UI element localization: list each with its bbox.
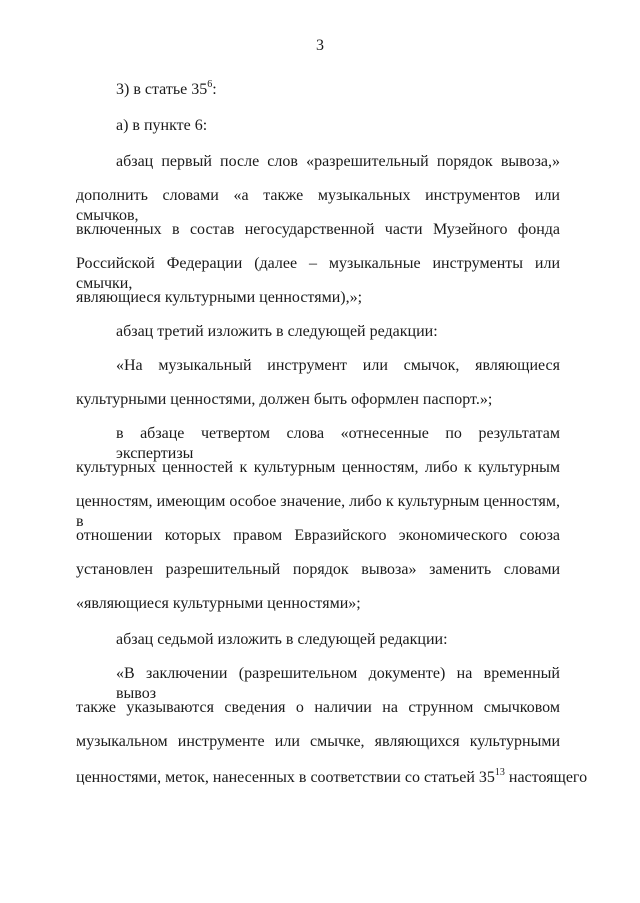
paragraph-6-line-1: «В заключении (разрешительном документе) на временный вывоз [116,665,560,702]
paragraph-4-line-1: в абзаце четвертом слова «отнесенные по результатам экспертизы [116,425,560,462]
paragraph-6-line-2: также указываются сведения о наличии на струнном смычковом [76,699,560,716]
page-number: 3 [316,37,324,54]
paragraph-2: абзац третий изложить в следующей редакции: [116,323,438,340]
paragraph-3-line-1: «На музыкальный инструмент или смычок, являющиеся [116,357,560,374]
item-heading-colon: : [212,81,217,98]
paragraph-4-line-4: отношении которых правом Евразийского экономического союза [76,527,560,544]
paragraph-1-line-2: дополнить словами «а также музыкальных инструментов или смычков, [76,187,560,224]
paragraph-4-line-6: «являющиеся культурными ценностями»; [76,595,361,612]
paragraph-4-line-3: ценностям, имеющим особое значение, либо к культурным ценностям, в [76,493,560,530]
item-heading [116,80,560,100]
paragraph-6-line-4-end: настоящего [504,769,588,786]
item-heading-text: 3) в статье 35 [116,81,208,98]
article-superscript: 13 [494,767,505,778]
paragraph-1-line-3: включенных в состав негосударственной части Музейного фонда [76,221,560,238]
paragraph-6-line-4-text: ценностями, меток, нанесенных в соответствии со статьей 35 [76,769,495,786]
paragraph-4-line-5: установлен разрешительный порядок вывоза» заменить словами [76,561,560,578]
item-heading-superscript: 6 [207,79,213,90]
paragraph-1-line-5: являющиеся культурными ценностями),»; [76,289,363,306]
paragraph-1-line-1: абзац первый после слов «разрешительный порядок вывоза,» [116,153,560,170]
paragraph-1-line-4: Российской Федерации (далее – музыкальные инструменты или смычки, [76,255,560,292]
paragraph-6-line-4 [76,767,588,788]
paragraph-4-line-2: культурных ценностей к культурным ценностям, либо к культурным [76,459,560,476]
subitem-heading: а) в пункте 6: [116,117,208,134]
paragraph-5: абзац седьмой изложить в следующей редакции: [116,631,448,648]
paragraph-3-line-2: культурными ценностями, должен быть оформлен паспорт.»; [76,391,493,408]
paragraph-6-line-3: музыкальном инструменте или смычке, являющихся культурными [76,733,560,750]
